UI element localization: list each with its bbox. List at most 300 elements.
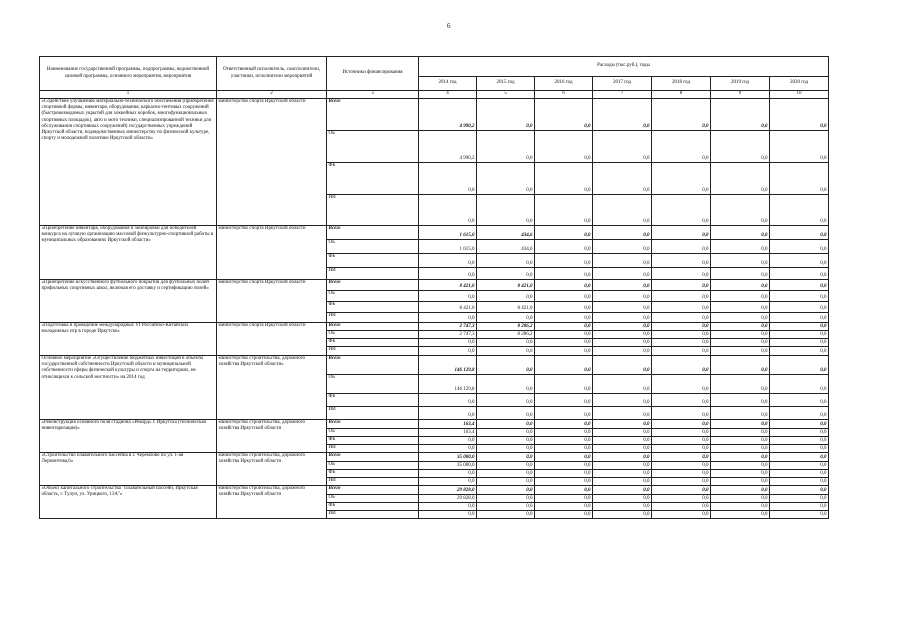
header-executor: Ответственный исполнитель, соисполнители, участники, исполнители мероприятий [217,57,327,91]
expense-value: 0,0 [711,495,770,503]
expense-value: 0,0 [535,331,593,339]
expense-value: 0,0 [770,240,829,254]
measure-executor: министерство спорта Иркутской области [217,99,327,226]
expense-value: 0,0 [770,445,829,453]
expense-value: 0,0 [419,470,477,478]
expense-value: 0,0 [652,453,711,462]
expense-value: 0,0 [770,323,829,331]
expense-value: 8 421,0 [477,302,535,313]
column-number: 10 [770,91,829,99]
expense-value: 0,0 [477,195,535,226]
expense-value: 0,0 [535,453,593,462]
expense-value: 0,0 [652,437,711,445]
expense-value: 0,0 [593,445,652,453]
header-source: Источники финансирования [327,57,419,91]
measure-name: «Приобретение искусственного футбольного покрытия для футбольных полей профильных спортивных школ, включая его доставку и сертификацию полей» [40,280,217,323]
expense-value: 0,0 [593,462,652,470]
expense-value: 0,0 [419,339,477,347]
expense-value: 8 286,2 [477,323,535,331]
measure-name: Основное мероприятие «Осуществление бюджетных инвестиций в объекты государственной собственности Иркутской области и муниципальной собственности сферы физической культуры и спорта на территориях, не относящихся к сельской местности» на 2014 год [40,356,217,420]
expense-value: 0,0 [477,453,535,462]
expense-value: 0,0 [652,347,711,356]
measure-executor: министерство спорта Иркутской области [217,323,327,356]
funding-source: ОБ [327,131,419,163]
expense-value: 0,0 [535,302,593,313]
expense-value: 0,0 [535,470,593,478]
expense-value: 0,0 [711,280,770,291]
expense-value: 0,0 [770,470,829,478]
expense-value: 0,0 [477,445,535,453]
expense-value: 0,0 [770,339,829,347]
funding-source: Всего [327,99,419,131]
expense-value: 0,0 [593,470,652,478]
column-number: 3 [327,91,419,99]
funding-source: ИИ [327,511,419,519]
expense-value: 0,0 [419,445,477,453]
expense-value: 0,0 [477,470,535,478]
expense-value: 0,0 [711,131,770,163]
expense-value: 163,4 [419,420,477,429]
expense-value: 0,0 [652,268,711,280]
expense-value: 0,0 [711,453,770,462]
expense-value: 0,0 [711,407,770,420]
expense-value: 0,0 [419,254,477,268]
expense-value: 0,0 [652,99,711,131]
expense-value: 0,0 [535,99,593,131]
funding-source: Всего [327,420,419,429]
expense-value: 0,0 [593,331,652,339]
funding-source: Всего [327,453,419,462]
expense-value: 0,0 [535,503,593,511]
expense-value: 0,0 [535,313,593,323]
funding-source: ОБ [327,495,419,503]
expense-value: 2 747,3 [419,331,477,339]
expense-value: 0,0 [477,511,535,519]
funding-source: Всего [327,323,419,331]
expense-value: 434,6 [477,226,535,240]
expense-value: 1 615,0 [419,226,477,240]
funding-source: Всего [327,280,419,291]
expense-value: 0,0 [652,462,711,470]
expense-value: 0,0 [419,478,477,486]
funding-source: ОБ [327,429,419,437]
expense-value: 0,0 [652,302,711,313]
expense-value: 8 421,0 [477,280,535,291]
expense-value: 35 000,0 [419,462,477,470]
column-number: 9 [711,91,770,99]
expense-value: 0,0 [770,503,829,511]
funding-source: ОБ [327,375,419,394]
expense-value: 0,0 [593,302,652,313]
expense-value: 0,0 [593,240,652,254]
expense-value: 0,0 [593,420,652,429]
expense-value: 0,0 [652,394,711,407]
measure-executor: министерство строительства, дорожного хозяйства Иркутской области» [217,356,327,420]
funding-source: ИИ [327,347,419,356]
expense-value: 0,0 [535,356,593,375]
expense-value: 0,0 [477,429,535,437]
expense-value: 0,0 [593,429,652,437]
table-row [40,356,829,375]
expense-value: 8 421,0 [419,302,477,313]
measure-executor: министерство строительства, дорожного хозяйства Иркутской области [217,420,327,453]
expense-value: 0,0 [535,163,593,195]
expense-value: 0,0 [477,486,535,495]
expense-value: 0,0 [477,99,535,131]
expense-value: 0,0 [593,347,652,356]
expense-value: 0,0 [593,495,652,503]
expense-value: 0,0 [419,503,477,511]
header-year: 2014 год [419,77,477,91]
funding-source: ИИ [327,195,419,226]
measure-name: «Строительство плавательного бассейна в г. Черемхово по ул. 1-ая Лермонтова,6» [40,453,217,486]
expense-value: 0,0 [535,420,593,429]
expense-value: 35 000,0 [419,453,477,462]
expense-value: 29 828,0 [419,486,477,495]
expense-value: 0,0 [535,486,593,495]
expense-value: 0,0 [477,437,535,445]
funding-source: ИИ [327,268,419,280]
expense-value: 0,0 [652,375,711,394]
expense-value: 0,0 [535,254,593,268]
column-number: 7 [593,91,652,99]
expense-value: 0,0 [535,131,593,163]
expense-value: 0,0 [770,486,829,495]
expense-value: 0,0 [711,429,770,437]
expense-value: 0,0 [593,323,652,331]
expense-value: 0,0 [652,511,711,519]
expense-value: 0,0 [652,280,711,291]
expense-value: 0,0 [770,280,829,291]
expense-value: 0,0 [770,226,829,240]
expense-value: 0,0 [593,394,652,407]
expense-value: 0,0 [711,394,770,407]
expense-value: 0,0 [770,131,829,163]
expense-value: 0,0 [711,302,770,313]
expense-value: 0,0 [535,375,593,394]
expense-value: 0,0 [535,445,593,453]
expense-value: 0,0 [652,495,711,503]
expense-value: 0,0 [652,470,711,478]
expense-value: 0,0 [477,407,535,420]
expense-value: 0,0 [477,131,535,163]
expense-value: 0,0 [652,445,711,453]
expense-value: 0,0 [535,339,593,347]
column-number: 4 [419,91,477,99]
expense-value: 4 990,2 [419,131,477,163]
expense-value: 146 129,8 [419,375,477,394]
table-row [40,99,829,131]
expense-value: 0,0 [770,495,829,503]
measure-name: «Приобретение инвентаря, оборудования и экипировки для победителей конкурса на лучшую организацию массовой физкультурно-спортивной работы в муниципальных образованиях Иркутской области» [40,226,217,280]
expense-value: 0,0 [593,503,652,511]
expense-value: 2 747,3 [419,323,477,331]
expense-value: 0,0 [535,323,593,331]
expense-value: 0,0 [770,99,829,131]
funding-source: ИИ [327,478,419,486]
expense-value: 0,0 [593,486,652,495]
expense-value: 0,0 [593,478,652,486]
measure-name: «Подготовка и проведение международных VI Российско-Китайских молодежных игр в городе Иркутске» [40,323,217,356]
expense-value: 0,0 [652,420,711,429]
expense-value: 0,0 [477,313,535,323]
expense-value: 0,0 [711,195,770,226]
expense-value: 0,0 [477,462,535,470]
expense-value: 0,0 [711,375,770,394]
expense-value: 0,0 [652,486,711,495]
measure-name: «Реконструкция основного поля стадиона «Рекорд» г. Иркутска (техническая инвентаризация)» [40,420,217,453]
expense-value: 0,0 [477,268,535,280]
expense-value: 0,0 [593,437,652,445]
expense-value: 29 828,0 [419,495,477,503]
expense-value: 0,0 [535,407,593,420]
funding-source: ИИ [327,407,419,420]
expense-value: 0,0 [711,486,770,495]
expense-value: 0,0 [770,291,829,302]
measure-name: «Объект капитального строительства "Плавательный бассейн, Иркутская область, г. Тулун, ул. Урицкого, 13А"» [40,486,217,519]
expense-value: 0,0 [652,131,711,163]
expense-value: 0,0 [477,356,535,375]
expense-value: 0,0 [535,511,593,519]
expense-value: 0,0 [593,453,652,462]
header-name: Наименование государственной программы, подпрограммы, ведомственной целевой программы, основного мероприятия, мероприятия [40,57,217,91]
header-expenses: Расходы (тыс.руб.), годы [419,57,829,77]
table-body [40,99,829,519]
expense-value: 0,0 [770,394,829,407]
table-row [40,280,829,291]
expense-value: 0,0 [711,99,770,131]
expense-value: 0,0 [535,437,593,445]
expense-value: 0,0 [477,394,535,407]
funding-source: ФБ [327,470,419,478]
expense-value: 0,0 [419,268,477,280]
expense-value: 0,0 [419,291,477,302]
table-row [40,323,829,331]
expense-value: 0,0 [711,254,770,268]
expense-value: 0,0 [711,347,770,356]
expense-value: 0,0 [535,478,593,486]
expense-value: 0,0 [652,339,711,347]
column-numbers-row [40,91,829,99]
expense-value: 0,0 [535,394,593,407]
expense-value: 0,0 [770,375,829,394]
expense-value: 0,0 [535,226,593,240]
expense-value: 0,0 [711,323,770,331]
expense-value: 0,0 [711,163,770,195]
funding-source: ФБ [327,302,419,313]
expense-value: 0,0 [419,437,477,445]
funding-source: ФБ [327,163,419,195]
column-number: 8 [652,91,711,99]
expense-value: 0,0 [711,445,770,453]
expense-value: 0,0 [711,511,770,519]
expense-value: 0,0 [419,511,477,519]
expense-value: 0,0 [652,195,711,226]
measure-executor: министерство спорта Иркутской области [217,280,327,323]
table-row [40,453,829,462]
funding-source: ОБ [327,291,419,302]
expense-value: 0,0 [477,375,535,394]
expense-value: 0,0 [535,347,593,356]
expense-value: 0,0 [593,131,652,163]
expense-value: 0,0 [711,478,770,486]
header-year: 2015 год [477,77,535,91]
expense-value: 0,0 [711,503,770,511]
expense-value: 0,0 [535,195,593,226]
expense-value: 0,0 [419,163,477,195]
header-year: 2018 год [652,77,711,91]
expense-value: 0,0 [593,163,652,195]
expense-value: 0,0 [593,99,652,131]
expense-value: 0,0 [535,429,593,437]
expense-value: 0,0 [770,347,829,356]
expenses-table [39,56,829,519]
table-row [40,226,829,240]
expense-value: 0,0 [419,313,477,323]
funding-source: Всего [327,486,419,495]
expense-value: 0,0 [477,254,535,268]
measure-executor: министерство строительства, дорожного хозяйства Иркутской области [217,486,327,519]
expense-value: 0,0 [711,291,770,302]
expense-value: 0,0 [593,356,652,375]
expense-value: 4 990,2 [419,99,477,131]
column-number: 6 [535,91,593,99]
funding-source: ИИ [327,313,419,323]
expense-value: 0,0 [770,254,829,268]
expense-value: 0,0 [593,226,652,240]
expense-value: 0,0 [652,478,711,486]
funding-source: ОБ [327,240,419,254]
expense-value: 8 421,0 [419,280,477,291]
expense-value: 0,0 [770,420,829,429]
expense-value: 0,0 [535,462,593,470]
expense-value: 0,0 [711,339,770,347]
measure-name: «Содействие улучшению материально-технического обеспечения (приобретение спортивной формы, инвентаря, оборудования, каркасно-тентовых сооружений (быстровозводимых укрытий для хоккейных коробок, многофункциональных спортивных площадок), авто и мото техники, специализированной техники для обслуживания спортивных сооружений) государственных учреждений Иркутской области, подведомственных министерству по физической культуре, спорту и молодежной политике Иркутской области» [40,99,217,226]
expense-value: 146 129,8 [419,356,477,375]
expense-value: 0,0 [711,240,770,254]
expense-value: 0,0 [419,407,477,420]
expense-value: 0,0 [770,302,829,313]
expense-value: 0,0 [652,323,711,331]
funding-source: ИИ [327,445,419,453]
expense-value: 0,0 [770,313,829,323]
measure-executor: министерство спорта Иркутской области [217,226,327,280]
table-row [40,486,829,495]
page-number: 6 [447,22,451,30]
expense-value: 0,0 [652,503,711,511]
expense-value: 0,0 [477,495,535,503]
expense-value: 0,0 [477,339,535,347]
funding-source: ФБ [327,394,419,407]
expense-value: 0,0 [711,226,770,240]
funding-source: ФБ [327,437,419,445]
expense-value: 0,0 [477,291,535,302]
expense-value: 0,0 [711,462,770,470]
expense-value: 0,0 [652,331,711,339]
funding-source: ФБ [327,254,419,268]
expense-value: 0,0 [477,503,535,511]
expense-value: 0,0 [593,280,652,291]
expense-value: 0,0 [477,163,535,195]
expense-value: 0,0 [652,356,711,375]
expense-value: 0,0 [652,313,711,323]
funding-source: ФБ [327,503,419,511]
expense-value: 0,0 [535,495,593,503]
column-number: 1 [40,91,217,99]
expense-value: 0,0 [652,291,711,302]
expense-value: 0,0 [535,291,593,302]
expense-value: 0,0 [711,470,770,478]
expense-value: 0,0 [711,313,770,323]
column-number: 2 [217,91,327,99]
header-year: 2017 год [593,77,652,91]
expense-value: 0,0 [593,375,652,394]
expense-value: 0,0 [770,407,829,420]
expense-value: 0,0 [711,356,770,375]
funding-source: Всего [327,226,419,240]
expense-value: 0,0 [711,331,770,339]
expense-value: 0,0 [419,394,477,407]
expense-value: 0,0 [770,511,829,519]
expense-value: 0,0 [652,240,711,254]
expense-value: 0,0 [593,407,652,420]
expense-value: 163,4 [419,429,477,437]
expense-value: 0,0 [770,478,829,486]
expense-value: 0,0 [652,226,711,240]
funding-source: Всего [327,356,419,375]
expense-value: 0,0 [593,195,652,226]
funding-source: ФБ [327,339,419,347]
expense-value: 0,0 [477,478,535,486]
expense-value: 0,0 [477,347,535,356]
table-row [40,420,829,429]
expense-value: 0,0 [711,437,770,445]
expense-value: 0,0 [535,268,593,280]
column-number: 5 [477,91,535,99]
expense-value: 0,0 [770,356,829,375]
expense-value: 0,0 [593,313,652,323]
expense-value: 0,0 [419,347,477,356]
header-year: 2016 год [535,77,593,91]
expense-value: 8 286,2 [477,331,535,339]
expense-value: 0,0 [593,254,652,268]
expense-value: 0,0 [652,429,711,437]
funding-source: ОБ [327,462,419,470]
header-year: 2019 год [711,77,770,91]
measure-executor: министерство строительства, дорожного хозяйства Иркутской области [217,453,327,486]
expense-value: 0,0 [770,331,829,339]
expense-value: 0,0 [770,163,829,195]
expense-value: 434,6 [477,240,535,254]
expense-value: 0,0 [711,268,770,280]
expense-value: 0,0 [652,163,711,195]
expense-value: 0,0 [593,268,652,280]
expense-value: 0,0 [770,268,829,280]
expense-value: 0,0 [711,420,770,429]
expense-value: 0,0 [593,339,652,347]
expense-value: 0,0 [593,511,652,519]
expense-value: 0,0 [593,291,652,302]
expense-value: 0,0 [419,195,477,226]
expense-value: 1 615,0 [419,240,477,254]
header-year: 2020 год [770,77,829,91]
expense-value: 0,0 [652,254,711,268]
expense-value: 0,0 [477,420,535,429]
expense-value: 0,0 [770,462,829,470]
expense-value: 0,0 [652,407,711,420]
expense-value: 0,0 [770,195,829,226]
expense-value: 0,0 [770,437,829,445]
